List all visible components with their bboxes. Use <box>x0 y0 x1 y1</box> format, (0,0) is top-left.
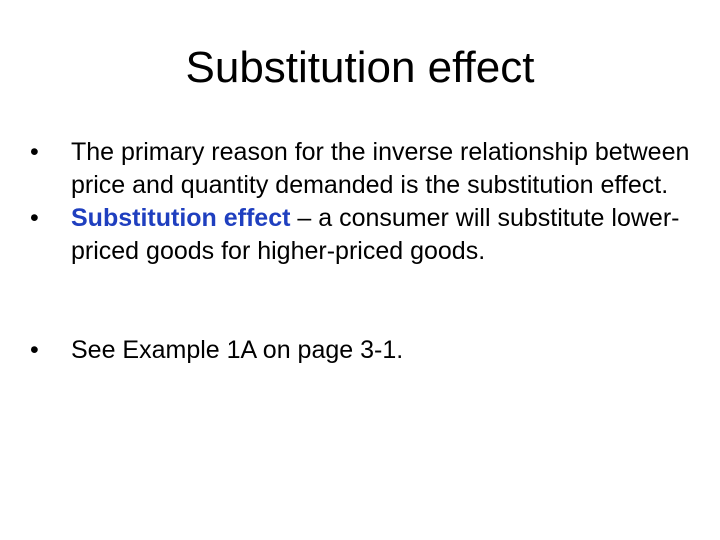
bullet-spacer <box>30 301 690 334</box>
bullet-icon: • <box>30 204 39 232</box>
bullet-spacer <box>30 268 690 301</box>
bullet-text: The primary reason for the inverse relationship between price and quantity demanded is the substitution effect. <box>71 138 690 199</box>
bullet-icon: • <box>30 336 39 364</box>
highlighted-term: Substitution effect <box>71 204 291 232</box>
bullet-item <box>30 202 690 268</box>
bullet-list <box>30 136 690 367</box>
slide-title: Substitution effect <box>185 43 535 92</box>
bullet-text: – a consumer will substitute lower-priced goods for higher-priced goods. <box>71 204 680 265</box>
bullet-item <box>30 334 690 367</box>
bullet-item <box>30 136 690 202</box>
bullet-text: See Example 1A on page 3-1. <box>71 336 404 364</box>
bullet-icon: • <box>30 138 39 166</box>
